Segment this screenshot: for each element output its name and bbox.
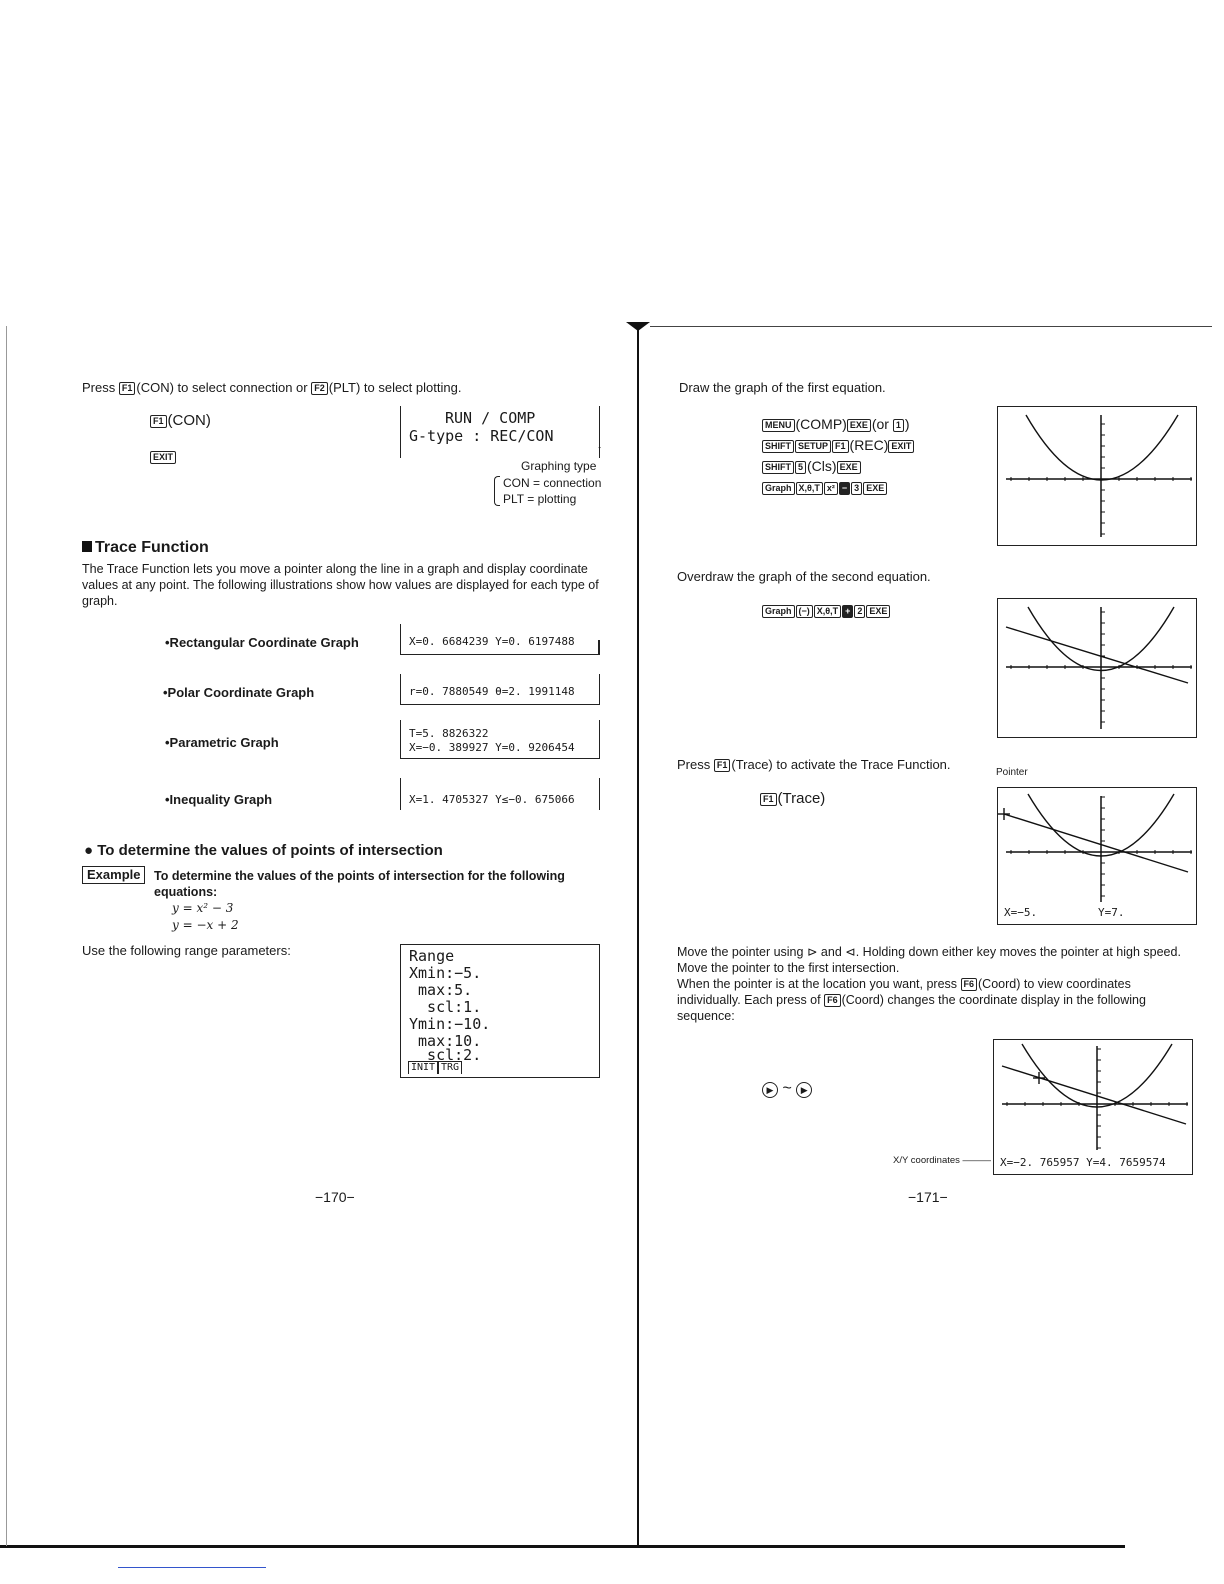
range-screen <box>400 944 600 1078</box>
mode-line-1: RUN ∕ COMP <box>445 409 536 427</box>
leader-line: ——— <box>959 1155 992 1166</box>
equation-1: y = x² − 3 <box>172 901 234 915</box>
move-p3: When the pointer is at the location you want, press F6 (Coord) to view coordinates individually. Each press of F6 (Coord) changes the coordinate display in the following sequence: <box>677 977 1146 1023</box>
pointer-label: Pointer <box>996 767 1028 778</box>
range-line: Xmin:−5. <box>409 964 482 982</box>
link-underline <box>118 1567 266 1568</box>
graph-trace <box>997 787 1197 925</box>
graph-parabola <box>997 406 1197 546</box>
graphing-type-brace <box>494 476 500 506</box>
parabola-curve <box>1026 415 1178 480</box>
graphing-type-title: Graphing type <box>521 459 597 473</box>
f1-key: F1 <box>150 415 167 428</box>
move-p2: Move the pointer to the first intersection. <box>677 961 900 975</box>
graph-coord-svg <box>994 1040 1192 1152</box>
right-top-rule <box>650 326 1212 327</box>
trace-function-body: The Trace Function lets you move a pointer along the line in a graph and display coordinate values at any point. The following illustrations show how values are displayed for each type of graph. <box>82 562 599 608</box>
step-exit <box>150 448 177 466</box>
trace-step: F1 (Trace) <box>760 790 825 807</box>
range-line: scl:1. <box>409 998 482 1016</box>
f1-key: F1 <box>760 793 777 806</box>
left-edge-rule <box>6 326 7 1546</box>
graph-parabola-svg <box>998 407 1196 545</box>
page-spine <box>637 330 639 1548</box>
move-pointer-text <box>677 944 1197 1024</box>
softkey-trg: TRG <box>438 1061 462 1074</box>
graphing-type-arrow: ↑ <box>597 444 602 455</box>
param-readout: T=5. 8826322 X=−0. 389927 Y=0. 9206454 <box>400 720 600 759</box>
graphing-type-con: CON = connection <box>503 476 602 490</box>
right-arrow-key-icon: ⊳ <box>806 945 818 959</box>
seq1-line-1: MENU (COMP) EXE (or 1 ) <box>762 414 915 435</box>
page-number-left: −170− <box>315 1189 355 1205</box>
trace-function-heading: Trace Function <box>82 539 209 557</box>
graph-trace-svg <box>998 788 1196 906</box>
mode-screen <box>400 406 600 458</box>
trace-readout-x: X=−5. <box>1004 906 1038 919</box>
range-line: max:10. <box>409 1032 482 1050</box>
seq1-line-2: SHIFT SETUP F1 (REC) EXIT <box>762 435 915 456</box>
plot-mode-intro: Press F1 (CON) to select connection or F2 (PLT) to select plotting. <box>82 380 462 395</box>
graph-type-label-rect: •Rectangular Coordinate Graph <box>165 635 359 650</box>
graph-overdraw <box>997 598 1197 738</box>
square-bullet-icon <box>82 541 92 552</box>
mode-line-2: G-type : REC∕CON <box>409 427 554 445</box>
graph-coord <box>993 1039 1193 1175</box>
line-curve <box>1006 627 1188 683</box>
range-intro: Use the following range parameters: <box>82 943 291 958</box>
rect-readout: X=0. 6684239 Y=0. 6197488 <box>400 624 599 655</box>
right-arrow-key-icon: ▶ <box>796 1082 812 1098</box>
overdraw-text: Overdraw the graph of the second equation. <box>677 569 931 584</box>
f2-key: F2 <box>311 382 328 395</box>
intersection-heading: ● To determine the values of points of intersection <box>84 842 443 859</box>
key-sequence-2: Graph (−) X,θ,T + 2 EXE <box>762 602 891 618</box>
equation-2: y = −x + 2 <box>172 918 239 932</box>
key-sequence-1 <box>762 414 915 498</box>
rect-readout-right <box>598 640 600 655</box>
graph-type-label-ineq: •Inequality Graph <box>165 792 273 807</box>
coord-readout: X=−2. 765957 Y=4. 7659574 <box>1000 1156 1166 1169</box>
f1-key: F1 <box>714 759 731 772</box>
ineq-readout: X=1. 4705327 Y≤−0. 675066 <box>400 778 600 810</box>
exit-key: EXIT <box>150 451 176 464</box>
move-p1: Move the pointer using ⊳ and ⊲. Holding down either key moves the pointer at high speed. <box>677 945 1181 959</box>
graph-type-label-polar: •Polar Coordinate Graph <box>163 685 315 700</box>
step-con: F1 (CON) <box>150 412 211 429</box>
range-line: max:5. <box>409 981 473 999</box>
bottom-rule <box>0 1545 1125 1548</box>
spine-top-mark <box>626 322 650 331</box>
press-trace-text: Press F1 (Trace) to activate the Trace Function. <box>677 757 951 772</box>
bullet-icon: ● <box>84 842 98 859</box>
graph-type-label-param: •Parametric Graph <box>165 735 279 750</box>
example-tag: Example <box>82 866 145 884</box>
page-number-right: −171− <box>908 1189 948 1205</box>
draw-first-text: Draw the graph of the first equation. <box>679 380 886 395</box>
seq1-line-3: SHIFT 5 (Cls) EXE <box>762 456 915 477</box>
range-line: scl:2. <box>409 1046 482 1064</box>
range-title: Range <box>409 947 455 965</box>
seq1-line-4: Graph X,θ,T x² − 3 EXE <box>762 477 915 498</box>
arrow-key-sequence: ▶ ~ ▶ <box>762 1080 812 1098</box>
graph-overdraw-svg <box>998 599 1196 737</box>
range-line: Ymin:−10. <box>409 1015 491 1033</box>
graphing-type-plt: PLT = plotting <box>503 492 577 506</box>
f1-key: F1 <box>119 382 136 395</box>
polar-readout: r=0. 7880549 θ=2. 1991148 <box>400 674 600 705</box>
left-arrow-key-icon: ⊲ <box>845 945 856 959</box>
example-text: To determine the values of the points of intersection for the following equations: <box>154 869 565 899</box>
softkey-init: INIT <box>408 1061 438 1074</box>
trace-readout-y: Y=7. <box>1098 906 1125 919</box>
right-arrow-key-icon: ▶ <box>762 1082 778 1098</box>
line-curve <box>1004 814 1188 872</box>
xy-coordinates-label: X/Y coordinates ——— <box>893 1155 992 1166</box>
line-curve <box>1002 1066 1186 1124</box>
